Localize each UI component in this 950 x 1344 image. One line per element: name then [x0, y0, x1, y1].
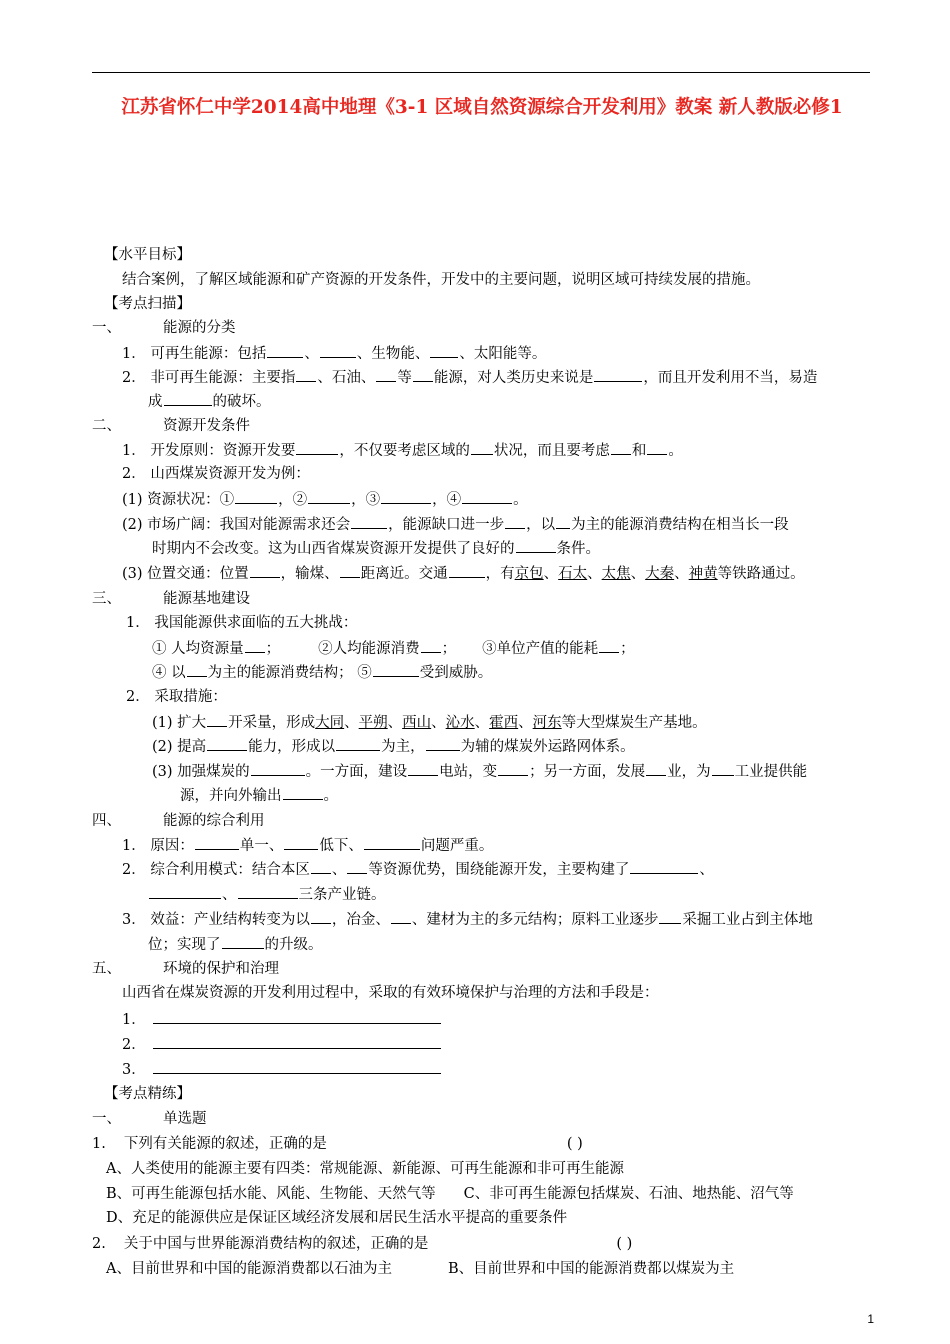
text-line: [122, 488, 528, 511]
text-run: 、: [222, 887, 237, 903]
text-run: 结合案例，了解区域能源和矿产资源的开发条件，开发中的主要问题，说明区域可持续发展的措施。: [122, 272, 760, 288]
fill-blank: [646, 760, 666, 776]
text-run: 下列有关能源的叙述，正确的是: [123, 1136, 327, 1152]
text-run: 三、: [92, 591, 121, 607]
underlined-place-name: 京包: [514, 566, 544, 582]
fill-blank: [296, 366, 316, 382]
text-run: (2) 市场广阔：我国对能源需求还会: [122, 517, 351, 533]
fill-blank: [462, 488, 512, 504]
fill-blank: [471, 439, 493, 455]
underlined-place-name: 神黄: [688, 566, 718, 582]
text-run: 的破坏。: [212, 394, 271, 410]
text-run: 3． 效益：产业结构转变为以: [122, 912, 310, 928]
text-line: [106, 1258, 734, 1280]
text-line: [122, 834, 493, 857]
text-run: 、: [674, 566, 689, 582]
text-line: [152, 760, 807, 783]
text-line: [92, 810, 265, 832]
text-line: [106, 1183, 794, 1205]
text-run: 、: [699, 862, 714, 878]
text-run: 一、: [92, 1111, 121, 1127]
text-run: 开采量，形成: [228, 715, 316, 731]
fill-blank: [251, 760, 305, 776]
text-line: [92, 588, 250, 610]
fill-blank: [421, 637, 441, 653]
text-run: B、可再生能源包括水能、风能、生物能、天然气等: [106, 1186, 436, 1202]
fill-blank: [235, 488, 277, 504]
fill-blank: [149, 883, 221, 899]
text-run: 、: [587, 566, 602, 582]
text-run: 、石油、: [317, 370, 376, 386]
text-run: 能源，对人类历史来说是: [433, 370, 594, 386]
text-line: [106, 1158, 624, 1180]
fill-blank: [391, 908, 411, 924]
text-run: 二、: [92, 418, 121, 434]
text-run: 采掘工业占到主体地: [682, 912, 813, 928]
text-line: [92, 958, 279, 980]
text-run: 的升级。: [264, 937, 323, 953]
text-run: (3) 位置交通：位置: [122, 566, 249, 582]
text-run: (3) 加强煤炭的: [152, 764, 250, 780]
text-run: 、: [387, 715, 403, 731]
fill-blank: [284, 834, 318, 850]
fill-blank: [594, 366, 642, 382]
text-run: 1． 原因：: [122, 838, 194, 854]
text-run: ④ 以: [152, 665, 186, 681]
underlined-place-name: 平朔: [358, 715, 388, 731]
text-run: 【考点扫描】: [104, 296, 191, 312]
fill-blank: [659, 908, 681, 924]
text-run: ( ): [616, 1236, 633, 1252]
fill-blank: [296, 439, 338, 455]
fill-blank: [153, 1058, 441, 1074]
fill-blank: [408, 760, 438, 776]
text-line: [122, 342, 546, 365]
fill-blank: [340, 562, 360, 578]
underlined-place-name: 石太: [558, 566, 588, 582]
text-run: 成: [148, 394, 163, 410]
text-line: [104, 244, 191, 266]
text-run: ②人均能源消费: [318, 641, 420, 657]
text-line: [122, 908, 813, 931]
text-run: ；: [620, 641, 635, 657]
text-run: 、: [431, 715, 446, 731]
text-run: 1．: [122, 1012, 146, 1028]
fill-blank: [413, 366, 433, 382]
text-run: 2． 山西煤炭资源开发为例：: [122, 466, 310, 482]
text-run: 等资源优势，围绕能源开发，主要构建了: [368, 862, 630, 878]
text-run: A、人类使用的能源主要有四类：常规能源、新能源、可再生能源和非可再生能源: [106, 1161, 624, 1177]
text-line: [148, 933, 323, 956]
fill-blank: [153, 1008, 441, 1024]
text-line: [92, 1133, 583, 1155]
text-line: [152, 711, 707, 734]
text-line: [126, 612, 357, 634]
text-line: [104, 1083, 191, 1105]
fill-blank: [308, 488, 350, 504]
text-line: [122, 1033, 442, 1056]
text-run: 为主，: [381, 739, 425, 755]
fill-blank: [426, 735, 460, 751]
fill-blank: [283, 784, 323, 800]
text-run: 和: [631, 443, 647, 459]
text-run: 【考点精练】: [104, 1086, 191, 1102]
text-run: 低下、: [319, 838, 363, 854]
text-run: 1． 我国能源供求面临的五大挑战：: [126, 615, 358, 631]
text-line: [122, 463, 310, 485]
fill-blank: [381, 488, 431, 504]
text-run: 、: [344, 715, 359, 731]
text-run: ，不仅要考虑区域的: [339, 443, 470, 459]
text-run: B、目前世界和中国的能源消费都以煤炭为主: [447, 1261, 735, 1277]
header-rule: [92, 72, 870, 73]
underlined-place-name: 大同: [315, 715, 345, 731]
text-run: 五、: [92, 961, 121, 977]
text-run: (1) 扩大: [152, 715, 207, 731]
text-run: 工业提供能: [734, 764, 808, 780]
fill-blank: [556, 513, 570, 529]
text-run: 等: [397, 370, 412, 386]
text-line: [122, 562, 805, 585]
fill-blank: [195, 834, 239, 850]
fill-blank: [311, 858, 331, 874]
text-run: ，②: [278, 492, 308, 508]
text-run: ；另一方面，发展: [529, 764, 646, 780]
text-run: 时期内不会改变。这为山西省煤炭资源开发提供了良好的: [152, 541, 515, 557]
fill-blank: [245, 637, 265, 653]
text-run: ；: [441, 641, 457, 657]
text-line: [152, 537, 600, 560]
text-run: 能力，形成以: [248, 739, 336, 755]
text-run: 2． 采取措施：: [126, 689, 227, 705]
text-line: [122, 1008, 442, 1031]
fill-blank: [207, 711, 227, 727]
text-run: 。: [513, 492, 528, 508]
fill-blank: [320, 342, 356, 358]
text-run: 四、: [92, 813, 121, 829]
text-run: 。: [323, 788, 338, 804]
text-run: 等大型煤炭生产基地。: [561, 715, 707, 731]
text-line: [92, 1233, 632, 1255]
text-line: [122, 439, 683, 462]
text-line: [92, 415, 250, 437]
text-run: 为辅的煤炭外运路网体系。: [460, 739, 635, 755]
text-run: ① 人均资源量: [152, 641, 244, 657]
text-run: 环境的保护和治理: [163, 961, 279, 977]
text-run: 三条产业链。: [298, 887, 386, 903]
text-run: ( ): [566, 1136, 583, 1152]
text-run: 、: [331, 862, 347, 878]
text-run: 能源的分类: [163, 320, 236, 336]
text-run: ，以: [526, 517, 556, 533]
fill-blank: [351, 513, 387, 529]
text-run: 业，为: [667, 764, 711, 780]
text-run: (1) 资源状况：①: [122, 492, 235, 508]
text-run: 、: [474, 715, 490, 731]
text-run: 、太阳能等。: [459, 346, 547, 362]
text-run: 等铁路通过。: [717, 566, 805, 582]
underlined-place-name: 河东: [532, 715, 562, 731]
text-run: (2) 提高: [152, 739, 207, 755]
text-run: 2.: [92, 1236, 106, 1252]
fill-blank: [430, 342, 458, 358]
text-run: 为主的能源消费结构在相当长一段: [571, 517, 789, 533]
text-line: [148, 390, 271, 413]
text-line: [152, 661, 492, 684]
fill-blank: [630, 858, 698, 874]
text-run: 。一方面，建设: [305, 764, 408, 780]
text-run: 为主的能源消费结构； ⑤: [207, 665, 372, 681]
fill-blank: [373, 661, 419, 677]
underlined-place-name: 沁水: [445, 715, 475, 731]
text-run: 、: [630, 566, 646, 582]
fill-blank: [498, 760, 528, 776]
fill-blank: [611, 439, 631, 455]
text-line: [122, 858, 714, 881]
text-run: 3．: [122, 1062, 146, 1078]
fill-blank: [347, 858, 367, 874]
text-run: 2． 非可再生能源：主要指: [122, 370, 296, 386]
text-run: 能源基地建设: [163, 591, 250, 607]
fill-blank: [207, 735, 247, 751]
text-run: ，④: [432, 492, 462, 508]
underlined-place-name: 西山: [402, 715, 432, 731]
text-line: [152, 735, 635, 758]
text-line: [106, 1207, 567, 1229]
text-run: 距离近。交通: [360, 566, 448, 582]
fill-blank: [449, 562, 485, 578]
fill-blank: [267, 342, 303, 358]
text-line: [122, 269, 760, 291]
text-line: [92, 317, 236, 339]
text-run: ，能源缺口进一步: [388, 517, 505, 533]
text-run: 单选题: [163, 1111, 207, 1127]
text-run: 位；实现了: [148, 937, 221, 953]
text-run: ，而且开发利用不当，易造: [643, 370, 818, 386]
fill-blank: [376, 366, 396, 382]
text-run: 1.: [92, 1136, 106, 1152]
text-run: 问题严重。: [420, 838, 494, 854]
fill-blank: [311, 908, 331, 924]
underlined-place-name: 霍西: [489, 715, 519, 731]
text-run: 电站，变: [439, 764, 498, 780]
text-run: 关于中国与世界能源消费结构的叙述，正确的是: [123, 1236, 429, 1252]
text-run: 单一、: [239, 838, 284, 854]
text-line: [148, 883, 386, 906]
text-line: [122, 982, 659, 1004]
underlined-place-name: 大秦: [645, 566, 675, 582]
text-run: 2． 综合利用模式：结合本区: [122, 862, 310, 878]
text-run: 、生物能、: [356, 346, 430, 362]
fill-blank: [712, 760, 734, 776]
fill-blank: [250, 562, 280, 578]
text-run: 【水平目标】: [104, 247, 191, 263]
fill-blank: [238, 883, 298, 899]
text-line: [122, 513, 789, 536]
text-line: [92, 1108, 207, 1130]
fill-blank: [153, 1033, 441, 1049]
text-run: 、建材为主的多元结构；原料工业逐步: [411, 912, 659, 928]
text-run: 1． 开发原则：资源开发要: [122, 443, 296, 459]
text-line: [126, 686, 227, 708]
text-run: C、非可再生能源包括煤炭、石油、地热能、沼气等: [463, 1186, 794, 1202]
fill-blank: [599, 637, 619, 653]
text-run: ；: [265, 641, 281, 657]
text-run: 山西省在煤炭资源的开发利用过程中，采取的有效环境保护与治理的方法和手段是：: [122, 985, 659, 1001]
text-run: 1． 可再生能源：包括: [122, 346, 267, 362]
text-run: 能源的综合利用: [163, 813, 265, 829]
text-line: [104, 293, 191, 315]
text-run: ③单位产值的能耗: [482, 641, 599, 657]
fill-blank: [187, 661, 207, 677]
text-run: 一、: [92, 320, 121, 336]
text-run: A、目前世界和中国的能源消费都以石油为主: [106, 1261, 392, 1277]
fill-blank: [364, 834, 420, 850]
text-line: [180, 784, 338, 807]
text-run: 状况，而且要考虑: [493, 443, 610, 459]
text-run: 条件。: [556, 541, 600, 557]
underlined-place-name: 太焦: [601, 566, 631, 582]
text-run: ，冶金、: [331, 912, 390, 928]
page-number: 1: [867, 1312, 874, 1326]
text-line: [122, 366, 817, 389]
text-run: ，有: [485, 566, 515, 582]
text-line: [152, 637, 635, 660]
text-line: [122, 1058, 442, 1081]
fill-blank: [516, 537, 556, 553]
text-run: 受到威胁。: [419, 665, 493, 681]
text-run: D、充足的能源供应是保证区域经济发展和居民生活水平提高的重要条件: [106, 1210, 568, 1226]
text-run: 源，并向外输出: [180, 788, 282, 804]
text-run: 2．: [122, 1037, 146, 1053]
text-run: 、: [304, 346, 319, 362]
fill-blank: [164, 390, 212, 406]
fill-blank: [222, 933, 264, 949]
fill-blank: [336, 735, 380, 751]
document-title: 江苏省怀仁中学2014高中地理《3-1 区域自然资源综合开发利用》教案 新人教版必修1: [121, 97, 843, 118]
text-run: ，③: [351, 492, 381, 508]
fill-blank: [647, 439, 667, 455]
text-run: ，输煤、: [280, 566, 339, 582]
text-run: 资源开发条件: [163, 418, 250, 434]
text-run: 、: [543, 566, 559, 582]
text-run: 。: [668, 443, 683, 459]
fill-blank: [505, 513, 525, 529]
text-run: 、: [518, 715, 533, 731]
